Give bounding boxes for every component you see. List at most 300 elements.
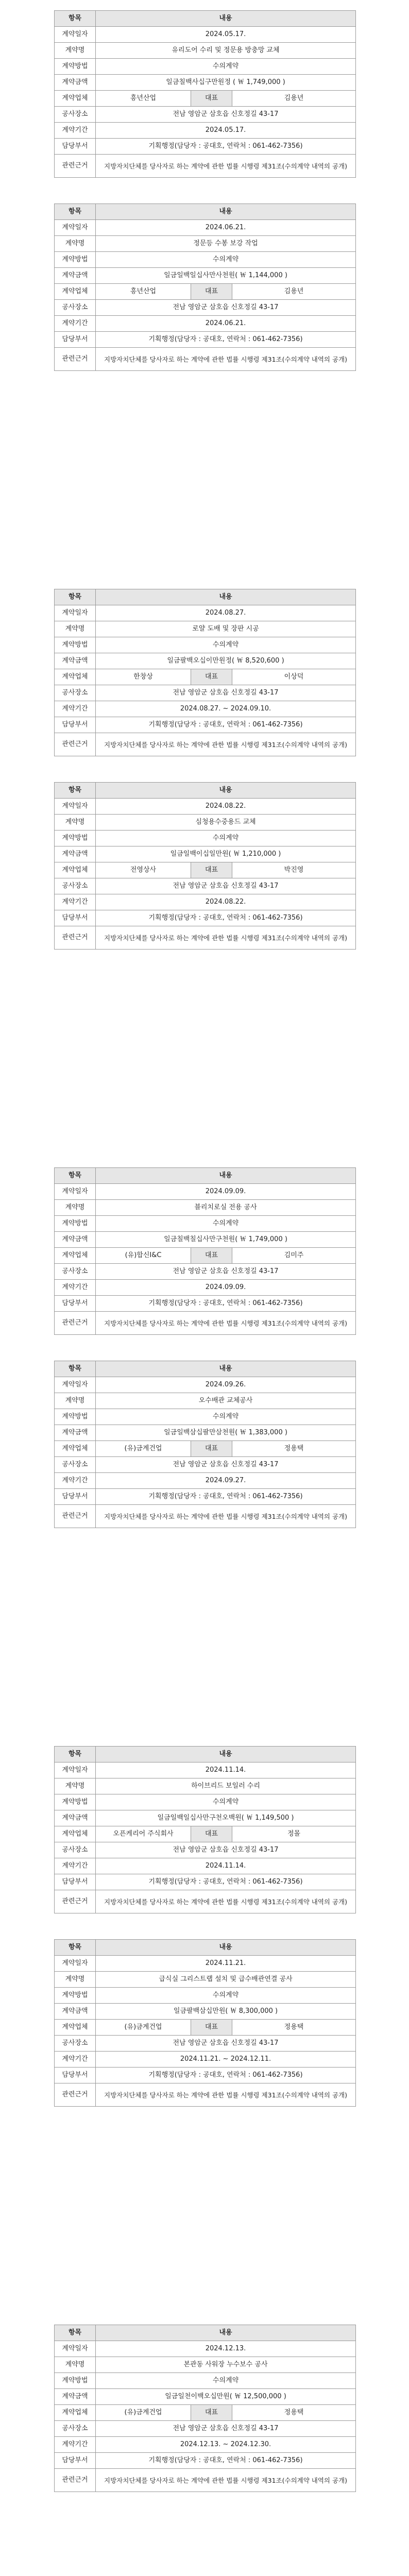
value-amount: 일금일백삼십팔만삼천원( ￦ 1,383,000 ) [96, 1425, 356, 1441]
table-row-period [55, 316, 356, 332]
label-rep: 대표 [191, 1248, 232, 1264]
label-name: 계약명 [55, 621, 96, 637]
label-dept: 담당부서 [55, 139, 96, 155]
value-basis: 지방자치단체를 당사자로 하는 계약에 관한 법률 시행령 제31조(수의계약 내역의 공개) [96, 155, 356, 178]
label-rep: 대표 [191, 2020, 232, 2036]
value-dept: 기획행정(담당자 : 공대호, 연락처 : 061-462-7356) [96, 1874, 356, 1890]
label-date: 계약일자 [55, 1762, 96, 1778]
table-header-row [55, 204, 356, 220]
table-row-dept [55, 2067, 356, 2083]
label-basis: 관련근거 [55, 1890, 96, 1913]
table-row-basis [55, 2469, 356, 2492]
table-row-amount [55, 1232, 356, 1248]
header-content: 내용 [96, 1747, 356, 1762]
table-header-row [55, 1168, 356, 1184]
page-3 [0, 1157, 409, 1736]
label-period: 계약기간 [55, 701, 96, 717]
table-row-basis [55, 1505, 356, 1528]
label-period: 계약기간 [55, 316, 96, 332]
label-site: 공사장소 [55, 1842, 96, 1858]
label-date: 계약일자 [55, 220, 96, 236]
label-amount: 계약금액 [55, 846, 96, 862]
contract-table [54, 589, 356, 756]
label-method: 계약방법 [55, 637, 96, 653]
value-amount: 일금일천이백오십만원( ￦ 12,500,000 ) [96, 2389, 356, 2405]
table-header-row [55, 783, 356, 799]
table-row-name [55, 1972, 356, 1988]
table-row-method [55, 1216, 356, 1232]
table-row-dept [55, 910, 356, 926]
table-row-amount [55, 2389, 356, 2405]
value-method: 수의계약 [96, 1216, 356, 1232]
label-site: 공사장소 [55, 1264, 96, 1280]
label-period: 계약기간 [55, 2437, 96, 2453]
label-name: 계약명 [55, 815, 96, 831]
label-period: 계약기간 [55, 1280, 96, 1296]
value-basis: 지방자치단체를 당사자로 하는 계약에 관한 법률 시행령 제31조(수의계약 내역의 공개) [96, 2083, 356, 2107]
value-date: 2024.05.17. [96, 27, 356, 43]
table-row-period [55, 2437, 356, 2453]
value-name: 심청용수중용드 교체 [96, 815, 356, 831]
page-5 [0, 2314, 409, 2576]
value-site: 전남 영암군 삼호읍 신호정길 43-17 [96, 685, 356, 701]
label-name: 계약명 [55, 43, 96, 59]
rep-name: 김미주 [232, 1248, 356, 1264]
value-period: 2024.05.17. [96, 123, 356, 139]
value-basis: 지방자치단체를 당사자로 하는 계약에 관한 법률 시행령 제31조(수의계약 내역의 공개) [96, 1312, 356, 1335]
table-row-basis [55, 926, 356, 950]
vendor-name: (유)금계건업 [96, 2020, 191, 2036]
value-dept: 기획행정(담당자 : 공대호, 연락처 : 061-462-7356) [96, 332, 356, 348]
contract-table [54, 782, 356, 950]
label-method: 계약방법 [55, 1988, 96, 2004]
value-method: 수의계약 [96, 2373, 356, 2389]
vendor-name: 흥년산업 [96, 91, 191, 107]
contract-table [54, 1361, 356, 1528]
label-basis: 관련근거 [55, 926, 96, 950]
value-amount: 일금팔백오십이만원정( ￦ 8,520,600 ) [96, 653, 356, 669]
label-dept: 담당부서 [55, 2453, 96, 2469]
value-period: 2024.12.13. ~ 2024.12.30. [96, 2437, 356, 2453]
table-row-site [55, 107, 356, 123]
header-item: 항목 [55, 11, 96, 27]
value-date: 2024.11.21. [96, 1956, 356, 1972]
label-rep: 대표 [191, 2405, 232, 2421]
label-amount: 계약금액 [55, 653, 96, 669]
vendor-name: 전영상사 [96, 862, 191, 878]
table-row-dept [55, 1296, 356, 1312]
value-name: 본관동 사워장 누수보수 공사 [96, 2357, 356, 2373]
page-2 [0, 579, 409, 1157]
table-row-date [55, 220, 356, 236]
table-row-basis [55, 155, 356, 178]
label-vendor: 계약업체 [55, 1441, 96, 1457]
label-date: 계약일자 [55, 605, 96, 621]
label-vendor: 계약업체 [55, 1826, 96, 1842]
table-row-date [55, 2341, 356, 2357]
header-item: 항목 [55, 1940, 96, 1956]
page-4 [0, 1736, 409, 2314]
header-item: 항목 [55, 783, 96, 799]
table-row-method [55, 831, 356, 846]
header-content: 내용 [96, 1361, 356, 1377]
table-row-name [55, 1778, 356, 1794]
table-row-period [55, 123, 356, 139]
table-row-site [55, 2421, 356, 2437]
label-date: 계약일자 [55, 1184, 96, 1200]
page-1 [0, 0, 409, 579]
label-dept: 담당부서 [55, 1489, 96, 1505]
label-rep: 대표 [191, 1826, 232, 1842]
table-row-name [55, 1200, 356, 1216]
table-row-date [55, 1762, 356, 1778]
header-content: 내용 [96, 783, 356, 799]
value-dept: 기획행정(담당자 : 공대호, 연락처 : 061-462-7356) [96, 1296, 356, 1312]
value-name: 급식실 그리스트랩 설치 및 급수배관연결 공사 [96, 1972, 356, 1988]
table-row-period [55, 894, 356, 910]
value-name: 하이브리드 보일러 수리 [96, 1778, 356, 1794]
table-row-basis [55, 2083, 356, 2107]
table-row-basis [55, 1312, 356, 1335]
table-row-basis [55, 348, 356, 371]
table-row-site [55, 2036, 356, 2052]
label-date: 계약일자 [55, 1956, 96, 1972]
table-row-vendor [55, 1826, 356, 1842]
table-row-dept [55, 717, 356, 733]
label-period: 계약기간 [55, 1858, 96, 1874]
header-content: 내용 [96, 2325, 356, 2341]
table-row-vendor [55, 284, 356, 300]
label-date: 계약일자 [55, 27, 96, 43]
table-row-vendor [55, 1441, 356, 1457]
label-name: 계약명 [55, 1200, 96, 1216]
value-method: 수의계약 [96, 831, 356, 846]
value-site: 전남 영암군 삼호읍 신호정길 43-17 [96, 2036, 356, 2052]
label-period: 계약기간 [55, 2052, 96, 2067]
label-method: 계약방법 [55, 831, 96, 846]
table-row-period [55, 2052, 356, 2067]
table-row-method [55, 252, 356, 268]
table-row-method [55, 1988, 356, 2004]
header-item: 항목 [55, 1361, 96, 1377]
table-row-vendor [55, 2405, 356, 2421]
value-site: 전남 영암군 삼호읍 신호정길 43-17 [96, 1842, 356, 1858]
label-basis: 관련근거 [55, 1505, 96, 1528]
label-name: 계약명 [55, 236, 96, 252]
label-site: 공사장소 [55, 300, 96, 316]
label-dept: 담당부서 [55, 910, 96, 926]
value-method: 수의계약 [96, 1988, 356, 2004]
label-amount: 계약금액 [55, 2004, 96, 2020]
header-content: 내용 [96, 11, 356, 27]
table-header-row [55, 11, 356, 27]
value-amount: 일금일백일십사만사천원( ￦ 1,144,000 ) [96, 268, 356, 284]
table-row-date [55, 605, 356, 621]
contract-table [54, 1746, 356, 1913]
label-period: 계약기간 [55, 123, 96, 139]
label-site: 공사장소 [55, 107, 96, 123]
label-name: 계약명 [55, 2357, 96, 2373]
value-date: 2024.12.13. [96, 2341, 356, 2357]
contract-table [54, 10, 356, 178]
label-basis: 관련근거 [55, 2083, 96, 2107]
value-period: 2024.11.21. ~ 2024.12.11. [96, 2052, 356, 2067]
table-row-amount [55, 2004, 356, 2020]
value-method: 수의계약 [96, 252, 356, 268]
rep-name: 정용택 [232, 1441, 356, 1457]
table-row-date [55, 1377, 356, 1393]
header-item: 항목 [55, 1168, 96, 1184]
value-method: 수의계약 [96, 1794, 356, 1810]
value-name: 유리도어 수리 및 정문용 방충망 교체 [96, 43, 356, 59]
value-date: 2024.06.21. [96, 220, 356, 236]
vendor-name: (유)금계건업 [96, 2405, 191, 2421]
value-site: 전남 영암군 삼호읍 신호정길 43-17 [96, 300, 356, 316]
rep-name: 박진영 [232, 862, 356, 878]
value-amount: 일금칠백칠십사만구천원( ￦ 1,749,000 ) [96, 1232, 356, 1248]
contract-table [54, 204, 356, 371]
table-header-row [55, 1747, 356, 1762]
table-row-site [55, 1264, 356, 1280]
vendor-name: (유)합신I&C [96, 1248, 191, 1264]
value-name: 정문등 수봉 보강 작업 [96, 236, 356, 252]
label-date: 계약일자 [55, 1377, 96, 1393]
table-row-date [55, 799, 356, 815]
table-row-date [55, 1184, 356, 1200]
contract-table [54, 1939, 356, 2107]
table-row-dept [55, 2453, 356, 2469]
header-item: 항목 [55, 589, 96, 605]
label-amount: 계약금액 [55, 1425, 96, 1441]
value-date: 2024.11.14. [96, 1762, 356, 1778]
value-amount: 일금팔백삼십만원( ￦ 8,300,000 ) [96, 2004, 356, 2020]
label-site: 공사장소 [55, 685, 96, 701]
table-row-site [55, 300, 356, 316]
table-row-date [55, 1956, 356, 1972]
value-date: 2024.08.22. [96, 799, 356, 815]
label-amount: 계약금액 [55, 2389, 96, 2405]
value-period: 2024.09.27. [96, 1473, 356, 1489]
label-method: 계약방법 [55, 59, 96, 75]
label-dept: 담당부서 [55, 2067, 96, 2083]
value-amount: 일금칠백사십구만원정 ( ￦ 1,749,000 ) [96, 75, 356, 91]
label-period: 계약기간 [55, 894, 96, 910]
header-item: 항목 [55, 2325, 96, 2341]
table-row-dept [55, 332, 356, 348]
value-period: 2024.06.21. [96, 316, 356, 332]
table-row-amount [55, 268, 356, 284]
contract-table [54, 2325, 356, 2492]
vendor-name: 한창상 [96, 669, 191, 685]
label-vendor: 계약업체 [55, 284, 96, 300]
table-row-vendor [55, 91, 356, 107]
value-date: 2024.09.09. [96, 1184, 356, 1200]
header-content: 내용 [96, 1940, 356, 1956]
value-basis: 지방자치단체를 당사자로 하는 계약에 관한 법률 시행령 제31조(수의계약 내역의 공개) [96, 1890, 356, 1913]
label-basis: 관련근거 [55, 1312, 96, 1335]
label-basis: 관련근거 [55, 2469, 96, 2492]
table-row-dept [55, 139, 356, 155]
table-header-row [55, 589, 356, 605]
label-rep: 대표 [191, 284, 232, 300]
label-vendor: 계약업체 [55, 2020, 96, 2036]
table-row-period [55, 1473, 356, 1489]
table-row-method [55, 637, 356, 653]
label-dept: 담당부서 [55, 332, 96, 348]
value-basis: 지방자치단체를 당사자로 하는 계약에 관한 법률 시행령 제31조(수의계약 내역의 공개) [96, 1505, 356, 1528]
value-dept: 기획행정(담당자 : 공대호, 연락처 : 061-462-7356) [96, 139, 356, 155]
label-basis: 관련근거 [55, 348, 96, 371]
table-row-name [55, 815, 356, 831]
table-row-vendor [55, 669, 356, 685]
table-row-vendor [55, 1248, 356, 1264]
value-basis: 지방자치단체를 당사자로 하는 계약에 관한 법률 시행령 제31조(수의계약 내역의 공개) [96, 733, 356, 756]
label-amount: 계약금액 [55, 75, 96, 91]
value-site: 전남 영암군 삼호읍 신호정길 43-17 [96, 107, 356, 123]
rep-name: 김용년 [232, 284, 356, 300]
header-content: 내용 [96, 204, 356, 220]
label-basis: 관련근거 [55, 155, 96, 178]
vendor-name: (유)금계건업 [96, 1441, 191, 1457]
value-method: 수의계약 [96, 59, 356, 75]
value-basis: 지방자치단체를 당사자로 하는 계약에 관한 법률 시행령 제31조(수의계약 내역의 공개) [96, 348, 356, 371]
label-basis: 관련근거 [55, 733, 96, 756]
table-row-name [55, 43, 356, 59]
table-row-method [55, 2373, 356, 2389]
header-item: 항목 [55, 1747, 96, 1762]
vendor-name: 흥년산업 [96, 284, 191, 300]
label-method: 계약방법 [55, 1216, 96, 1232]
value-name: 로얄 도배 및 장판 시공 [96, 621, 356, 637]
label-vendor: 계약업체 [55, 862, 96, 878]
label-rep: 대표 [191, 91, 232, 107]
table-row-period [55, 701, 356, 717]
value-site: 전남 영암군 삼호읍 신호정길 43-17 [96, 878, 356, 894]
value-amount: 일금일백일십사만구천오백원( ￦ 1,149,500 ) [96, 1810, 356, 1826]
value-amount: 일금일백이십일만원( ￦ 1,210,000 ) [96, 846, 356, 862]
header-content: 내용 [96, 1168, 356, 1184]
vendor-name: 오픈케리어 주식회사 [96, 1826, 191, 1842]
value-site: 전남 영암군 삼호읍 신호정길 43-17 [96, 2421, 356, 2437]
value-site: 전남 영암군 삼호읍 신호정길 43-17 [96, 1457, 356, 1473]
table-row-period [55, 1280, 356, 1296]
contract-table [54, 1167, 356, 1335]
table-row-amount [55, 846, 356, 862]
label-vendor: 계약업체 [55, 669, 96, 685]
table-row-name [55, 1393, 356, 1409]
label-dept: 담당부서 [55, 1874, 96, 1890]
table-row-site [55, 1457, 356, 1473]
label-site: 공사장소 [55, 2421, 96, 2437]
value-name: 오수배관 교체공사 [96, 1393, 356, 1409]
label-site: 공사장소 [55, 2036, 96, 2052]
label-period: 계약기간 [55, 1473, 96, 1489]
label-method: 계약방법 [55, 252, 96, 268]
value-basis: 지방자치단체를 당사자로 하는 계약에 관한 법률 시행령 제31조(수의계약 내역의 공개) [96, 926, 356, 950]
value-dept: 기획행정(담당자 : 공대호, 연락처 : 061-462-7356) [96, 1489, 356, 1505]
table-row-date [55, 27, 356, 43]
value-method: 수의계약 [96, 637, 356, 653]
value-site: 전남 영암군 삼호읍 신호정길 43-17 [96, 1264, 356, 1280]
value-name: 블리치로실 전용 공사 [96, 1200, 356, 1216]
table-row-method [55, 1794, 356, 1810]
label-rep: 대표 [191, 669, 232, 685]
rep-name: 정용택 [232, 2020, 356, 2036]
table-row-basis [55, 733, 356, 756]
table-row-basis [55, 1890, 356, 1913]
value-period: 2024.08.22. [96, 894, 356, 910]
rep-name: 김용년 [232, 91, 356, 107]
table-row-site [55, 685, 356, 701]
table-row-method [55, 1409, 356, 1425]
value-period: 2024.11.14. [96, 1858, 356, 1874]
label-amount: 계약금액 [55, 1232, 96, 1248]
value-dept: 기획행정(담당자 : 공대호, 연락처 : 061-462-7356) [96, 2067, 356, 2083]
label-dept: 담당부서 [55, 1296, 96, 1312]
table-row-dept [55, 1489, 356, 1505]
header-item: 항목 [55, 204, 96, 220]
table-row-site [55, 1842, 356, 1858]
value-date: 2024.09.26. [96, 1377, 356, 1393]
table-row-vendor [55, 862, 356, 878]
value-basis: 지방자치단체를 당사자로 하는 계약에 관한 법률 시행령 제31조(수의계약 내역의 공개) [96, 2469, 356, 2492]
table-row-name [55, 2357, 356, 2373]
label-date: 계약일자 [55, 799, 96, 815]
label-method: 계약방법 [55, 2373, 96, 2389]
value-dept: 기획행정(담당자 : 공대호, 연락처 : 061-462-7356) [96, 2453, 356, 2469]
value-method: 수의계약 [96, 1409, 356, 1425]
value-period: 2024.09.09. [96, 1280, 356, 1296]
table-row-amount [55, 1425, 356, 1441]
label-date: 계약일자 [55, 2341, 96, 2357]
table-row-amount [55, 75, 356, 91]
label-site: 공사장소 [55, 878, 96, 894]
table-header-row [55, 1361, 356, 1377]
value-date: 2024.08.27. [96, 605, 356, 621]
rep-name: 이상덕 [232, 669, 356, 685]
table-row-name [55, 621, 356, 637]
table-row-method [55, 59, 356, 75]
table-row-amount [55, 1810, 356, 1826]
table-row-dept [55, 1874, 356, 1890]
label-rep: 대표 [191, 1441, 232, 1457]
table-row-site [55, 878, 356, 894]
value-period: 2024.08.27. ~ 2024.09.10. [96, 701, 356, 717]
label-vendor: 계약업체 [55, 1248, 96, 1264]
label-amount: 계약금액 [55, 268, 96, 284]
table-row-period [55, 1858, 356, 1874]
label-dept: 담당부서 [55, 717, 96, 733]
label-vendor: 계약업체 [55, 2405, 96, 2421]
value-dept: 기획행정(담당자 : 공대호, 연락처 : 061-462-7356) [96, 717, 356, 733]
table-row-name [55, 236, 356, 252]
label-amount: 계약금액 [55, 1810, 96, 1826]
label-rep: 대표 [191, 862, 232, 878]
label-name: 계약명 [55, 1393, 96, 1409]
header-content: 내용 [96, 589, 356, 605]
rep-name: 정용택 [232, 2405, 356, 2421]
table-header-row [55, 1940, 356, 1956]
label-vendor: 계약업체 [55, 91, 96, 107]
table-row-amount [55, 653, 356, 669]
label-method: 계약방법 [55, 1409, 96, 1425]
label-name: 계약명 [55, 1778, 96, 1794]
table-header-row [55, 2325, 356, 2341]
label-site: 공사장소 [55, 1457, 96, 1473]
label-method: 계약방법 [55, 1794, 96, 1810]
table-row-vendor [55, 2020, 356, 2036]
label-name: 계약명 [55, 1972, 96, 1988]
